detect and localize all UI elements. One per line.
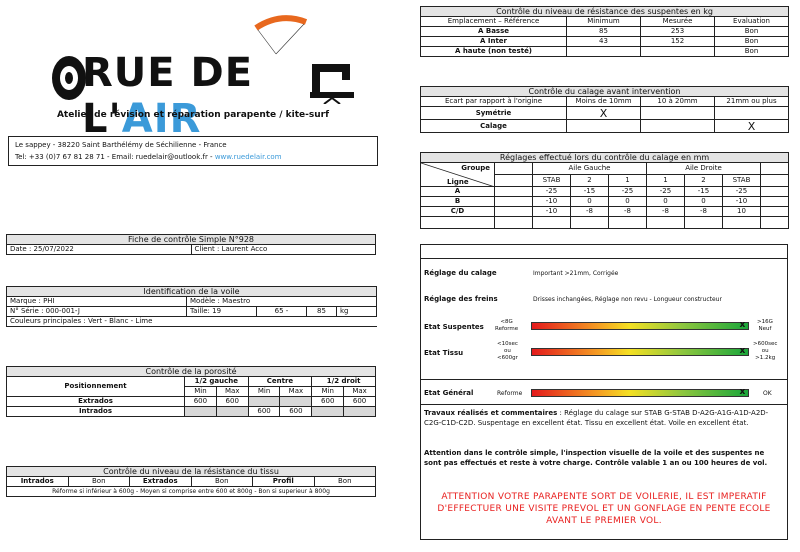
suspentes-header: Mesurée (641, 17, 715, 27)
suspentes-cell: 85 (567, 27, 641, 37)
etat-panel (420, 244, 788, 540)
reglages-corner (421, 163, 495, 187)
suspentes-row-label: A Basse (421, 27, 567, 37)
reglages-ligne: Ligne (447, 178, 469, 186)
tissu-extrados-label: Extrados (130, 477, 192, 487)
travaux-text: : Réglage du calage sur STAB G-STAB D-A2G-A1G-A1D-A2D-C2G-C1D-C2D. Suspentage en excellent état. Tissu en excellent état. Voile en excellent état. (424, 409, 769, 427)
tissu-note: Réforme si inférieur à 600g - Moyen si comprise entre 600 et 800g - Bon si superieur à 800g (7, 487, 376, 497)
reglages-cell: -8 (685, 207, 723, 217)
suspentes-cell (567, 47, 641, 57)
etat-suspentes-left: <8G Reforme (495, 319, 519, 332)
travaux-attention: Attention dans le contrôle simple, l'inspection visuelle de la voile et des suspentes ne sont pas effectués et reste à votre charge. Contrôle valable 1 an ou 100 heures de vol. (424, 449, 768, 467)
etat-suspentes-gauge (531, 322, 749, 330)
voile-taille: Taille: 19 (187, 307, 257, 317)
logo-text: RUE DE L'AIR (82, 50, 254, 142)
reglages-cell: -8 (647, 207, 685, 217)
etat-general-gauge (531, 389, 749, 397)
tissu-box (6, 466, 376, 497)
suspentes-cell: Bon (715, 47, 789, 57)
etat-freins-value: Drisses inchangées, Réglage non revu - Longueur constructeur (533, 296, 722, 303)
etat-calage-value: Important >21mm, Corrigée (533, 270, 619, 277)
calage-header: Moins de 10mm (567, 97, 641, 107)
reglages-cell: 0 (571, 197, 609, 207)
porosite-cell: 600 (280, 407, 312, 417)
porosite-min: Min (248, 387, 280, 397)
porosite-title: Contrôle de la porosité (7, 367, 376, 377)
voile-poids-max: 85 (307, 307, 337, 317)
reglages-col: 2 (685, 175, 723, 187)
suspentes-row-label: A Inter (421, 37, 567, 47)
etat-general-row (421, 379, 787, 405)
suspentes-header: Emplacement – Référence (421, 17, 567, 27)
calage-mark (715, 107, 789, 120)
reglages-cell: -10 (533, 207, 571, 217)
reglages-cell: -10 (533, 197, 571, 207)
tagline: Atelier de révision et réparation parapente / kite-surf (56, 110, 330, 120)
tissu-profil-label: Profil (253, 477, 315, 487)
porosite-cell: 600 (344, 397, 376, 407)
etat-spacer (421, 245, 787, 259)
porosite-cell (344, 407, 376, 417)
porosite-max: Max (216, 387, 248, 397)
reglages-groupe: Groupe (461, 164, 490, 172)
reglages-title: Réglages effectué lors du contrôle du calage en mm (421, 153, 789, 163)
reglages-cell: 0 (647, 197, 685, 207)
tissu-intrados-value: Bon (68, 477, 130, 487)
calage-header: 10 à 20mm (641, 97, 715, 107)
voile-serie: N° Série : 000-001-J (7, 307, 187, 317)
paraglider-icon (250, 14, 310, 56)
travaux-title: Travaux réalisés et commentaires (424, 409, 558, 417)
porosite-extrados-label: Extrados (7, 397, 185, 407)
suspentes-row-label: A haute (non testé) (421, 47, 567, 57)
calage-row-label: Calage (421, 120, 567, 133)
reglages-cell: 0 (685, 197, 723, 207)
voile-box (6, 286, 376, 327)
etat-tissu-marker: x (739, 346, 746, 356)
etat-suspentes-right: >16G Neuf (757, 319, 773, 332)
porosite-cell (216, 407, 248, 417)
reglages-box (420, 152, 788, 229)
suspentes-cell: 152 (641, 37, 715, 47)
calage-mark (641, 120, 715, 133)
reglages-cell: 0 (609, 197, 647, 207)
calage-mark: X (715, 120, 789, 133)
suspentes-box (420, 6, 788, 57)
etat-freins-label: Réglage des freins (424, 295, 498, 303)
suspentes-cell: Bon (715, 27, 789, 37)
fiche-box (6, 234, 376, 255)
calage-row-label: Symétrie (421, 107, 567, 120)
porosite-cell: 600 (248, 407, 280, 417)
calage-title: Contrôle du calage avant intervention (421, 87, 789, 97)
voile-title: Identification de la voile (7, 287, 377, 297)
etat-tissu-label: Etat Tissu (424, 349, 464, 357)
suspentes-cell: Bon (715, 37, 789, 47)
etat-general-label: Etat Général (424, 389, 474, 397)
sewing-machine-icon (308, 58, 356, 104)
reglages-cell: -15 (571, 187, 609, 197)
voile-couleurs: Couleurs principales : Vert - Blanc - Lime (7, 317, 377, 327)
porosite-max: Max (280, 387, 312, 397)
travaux-block (424, 408, 784, 428)
voile-marque: Marque : PHI (7, 297, 187, 307)
reglages-col: 1 (609, 175, 647, 187)
voile-modele: Modèle : Maestro (187, 297, 377, 307)
porosite-box (6, 366, 376, 417)
etat-suspentes-marker: x (739, 320, 746, 330)
tissu-intrados-label: Intrados (7, 477, 69, 487)
etat-calage-label: Réglage du calage (424, 269, 497, 277)
etat-general-right: OK (763, 390, 772, 397)
reglages-cell: -15 (685, 187, 723, 197)
suspentes-header: Evaluation (715, 17, 789, 27)
porosite-group-centre: Centre (248, 377, 312, 387)
porosite-cell: 600 (312, 397, 344, 407)
reglages-cell: -25 (609, 187, 647, 197)
reglages-cell: -8 (609, 207, 647, 217)
calage-header: 21mm ou plus (715, 97, 789, 107)
etat-suspentes-label: Etat Suspentes (424, 323, 484, 331)
tissu-extrados-value: Bon (191, 477, 253, 487)
reglages-cell: -8 (571, 207, 609, 217)
reglages-aile-droite: Aile Droite (647, 163, 761, 175)
suspentes-title: Contrôle du niveau de résistance des suspentes en kg (421, 7, 789, 17)
contact-box (8, 136, 378, 166)
fiche-title: Fiche de contrôle Simple N°928 (7, 235, 376, 245)
reglages-col: STAB (723, 175, 761, 187)
porosite-col-position: Positionnement (7, 377, 185, 397)
reglages-col: 2 (571, 175, 609, 187)
tissu-profil-value: Bon (314, 477, 376, 487)
porosite-group-droit: 1/2 droit (312, 377, 376, 387)
reglages-cell: -25 (533, 187, 571, 197)
porosite-max: Max (344, 387, 376, 397)
tissu-title: Contrôle du niveau de la résistance du tissu (7, 467, 376, 477)
reglages-cell: -25 (647, 187, 685, 197)
suspentes-header: Minimum (567, 17, 641, 27)
porosite-cell (280, 397, 312, 407)
calage-mark: X (567, 107, 641, 120)
fiche-client: Client : Laurent Acco (191, 245, 376, 255)
etat-tissu-left: <10sec ou <600gr (497, 341, 518, 361)
suspentes-cell (641, 47, 715, 57)
reglages-row-label: A (421, 187, 495, 197)
porosite-min: Min (185, 387, 217, 397)
address: Le sappey - 38220 Saint Barthélémy de Séchilienne - France (15, 141, 227, 149)
calage-box (420, 86, 788, 133)
porosite-cell (185, 407, 217, 417)
voile-poids-min: 65 - (257, 307, 307, 317)
porosite-cell (248, 397, 280, 407)
fiche-date: Date : 25/07/2022 (7, 245, 192, 255)
reglages-cell: -10 (723, 197, 761, 207)
calage-mark (641, 107, 715, 120)
reglages-aile-gauche: Aile Gauche (533, 163, 647, 175)
etat-general-marker: x (739, 387, 746, 397)
reglages-row-label: C/D (421, 207, 495, 217)
website-link[interactable]: www.ruedelair.com (214, 153, 282, 161)
porosite-group-gauche: 1/2 gauche (185, 377, 249, 387)
calage-mark (567, 120, 641, 133)
porosite-min: Min (312, 387, 344, 397)
calage-header: Ecart par rapport à l'origine (421, 97, 567, 107)
reglages-col: STAB (533, 175, 571, 187)
etat-tissu-right: >600sec ou >1.2kg (753, 341, 778, 361)
contact-line: Tel: +33 (0)7 67 81 28 71 - Email: ruedelair@outlook.fr - www.ruedelair.com (15, 153, 282, 161)
reglages-row-label: B (421, 197, 495, 207)
reglages-col: 1 (647, 175, 685, 187)
etat-tissu-gauge (531, 348, 749, 356)
etat-general-left: Reforme (497, 390, 523, 397)
warning-text: ATTENTION VOTRE PARAPENTE SORT DE VOILERIE, IL EST IMPERATIF D'EFFECTUER UNE VISITE PREVOL ET UN GONFLAGE EN PENTE ECOLE AVANT LE PREMIER VOL. (437, 492, 771, 526)
porosite-cell (312, 407, 344, 417)
voile-poids-unit: kg (337, 307, 377, 317)
suspentes-cell: 43 (567, 37, 641, 47)
reglages-cell: 10 (723, 207, 761, 217)
porosite-cell: 600 (216, 397, 248, 407)
reglages-cell: -25 (723, 187, 761, 197)
suspentes-cell: 253 (641, 27, 715, 37)
porosite-cell: 600 (185, 397, 217, 407)
porosite-intrados-label: Intrados (7, 407, 185, 417)
